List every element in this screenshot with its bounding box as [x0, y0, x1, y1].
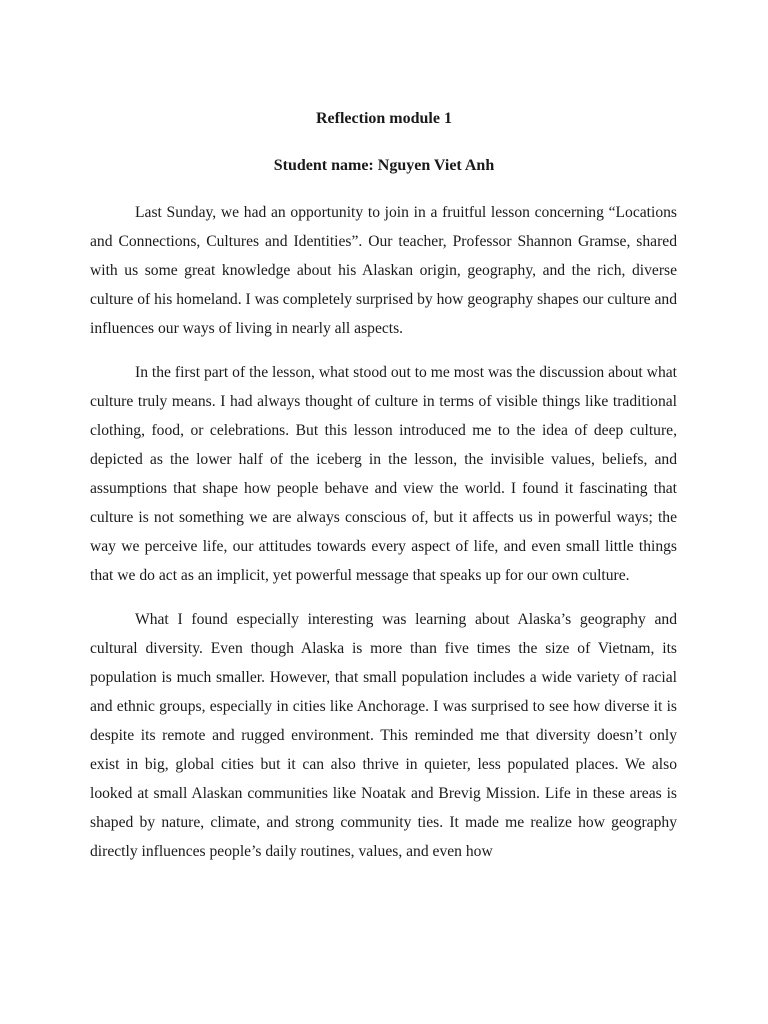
student-name-heading: Student name: Nguyen Viet Anh [273, 157, 495, 174]
paragraph-3: What I found especially interesting was learning about Alaska’s geography and cultural diversity. Even though Alaska is more than five times the size of Vietnam, its population is much smaller. However, that small population includes a wide variety of racial and ethnic groups, especially in cities like Anchorage. I was surprised to see how diverse it is despite its remote and rugged environment. This reminded me that diversity doesn’t only exist in big, global cities but it can also thrive in quieter, less populated places. We also looked at small Alaskan communities like Noatak and Brevig Mission. Life in these areas is shaped by nature, climate, and strong community ties. It made me realize how geography directly influences people’s daily routines, values, and even how [90, 611, 677, 860]
document-title: Reflection module 1 [316, 110, 452, 127]
document-body [90, 198, 677, 881]
paragraph-2: In the first part of the lesson, what stood out to me most was the discussion about what culture truly means. I had always thought of culture in terms of visible things like traditional clothing, food, or celebrations. But this lesson introduced me to the idea of deep culture, depicted as the lower half of the iceberg in the lesson, the invisible values, beliefs, and assumptions that shape how people behave and view the world. I found it fascinating that culture is not something we are always conscious of, but it affects us in powerful ways; the way we perceive life, our attitudes towards every aspect of life, and even small little things that we do act as an implicit, yet powerful message that speaks up for our own culture. [90, 364, 677, 584]
paragraph-1: Last Sunday, we had an opportunity to join in a fruitful lesson concerning “Locations and Connections, Cultures and Identities”. Our teacher, Professor Shannon Gramse, shared with us some great knowledge about his Alaskan origin, geography, and the rich, diverse culture of his homeland. I was completely surprised by how geography shapes our culture and influences our ways of living in nearly all aspects. [90, 204, 677, 337]
